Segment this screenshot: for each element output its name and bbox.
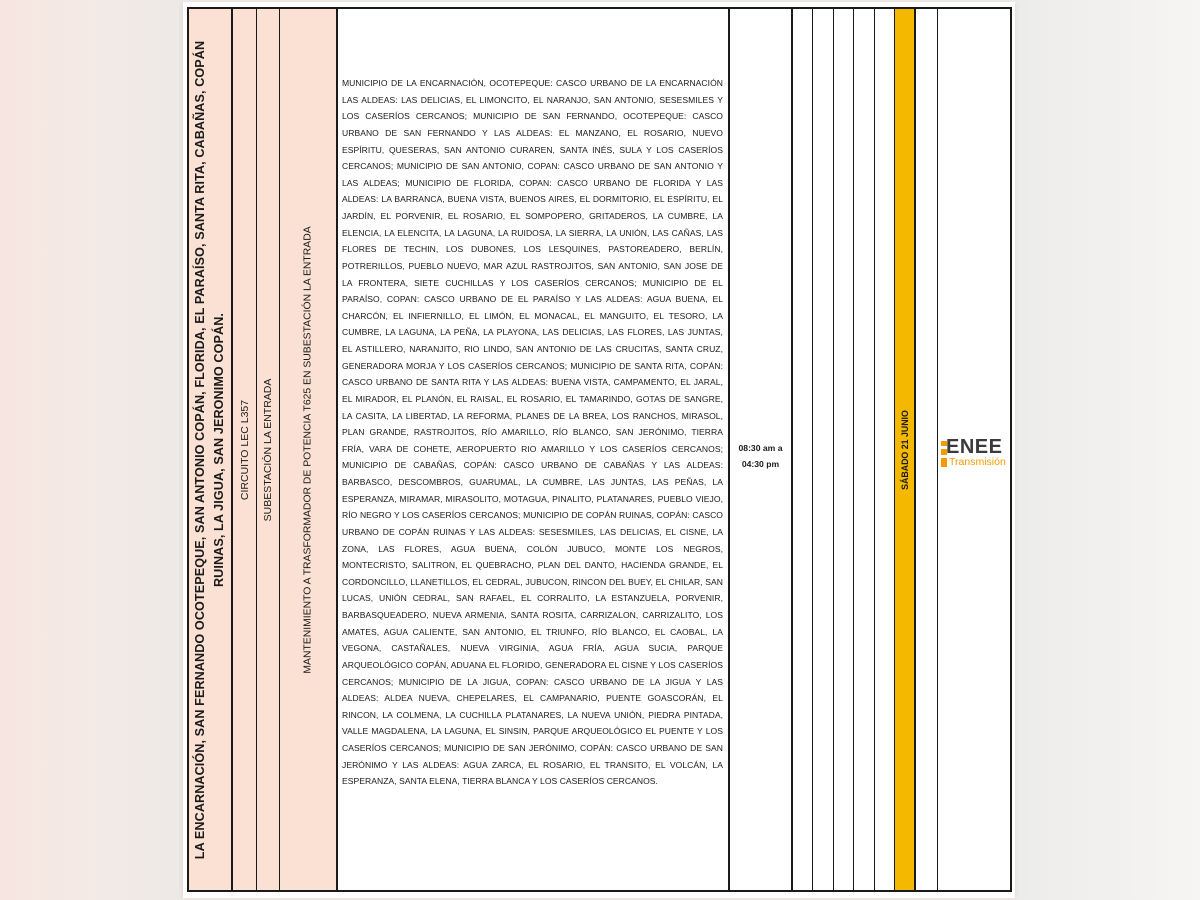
enee-logo: [941, 438, 1010, 474]
time-cell: [730, 9, 793, 890]
empty-cell: [854, 9, 875, 890]
maintenance-description: MANTENIMIENTO A TRASFORMADOR DE POTENCIA T625 EN SUBESTACIÓN LA ENTRADA: [302, 225, 314, 674]
logo-subtitle: Transmisión: [949, 456, 1006, 468]
outage-schedule-table: [187, 7, 1012, 892]
schedule-document: [183, 2, 1015, 898]
empty-cell: [875, 9, 895, 890]
empty-cell: [916, 9, 938, 890]
empty-cell: [813, 9, 834, 890]
time-start: 08:30 am a: [738, 443, 783, 453]
circuit-label: CIRCUITO LEC L357: [238, 399, 251, 500]
place-title: LA ENCARNACIÓN, SAN FERNANDO OCOTEPEQUE, SAN ANTONIO COPÁN, FLORIDA, EL PARAÍSO, SANTA RITA, CABAÑAS, COPÁN RUINAS, LA JIGUA, SAN JERONIMO COPÁN.: [193, 40, 226, 859]
time-slot: [730, 440, 791, 472]
date-label: SÁBADO 21 JUNIO: [899, 409, 910, 490]
logo-brand: ENEE: [946, 436, 1003, 458]
circuit-cell: [233, 9, 257, 890]
substation-label: SUBESTACIÓN LA ENTRADA: [262, 378, 274, 521]
maintenance-cell: [280, 9, 338, 890]
date-cell: [895, 9, 916, 890]
background-right: [1015, 0, 1200, 900]
substation-cell: [257, 9, 280, 890]
time-end: 04:30 pm: [741, 459, 780, 469]
affected-areas-text: MUNICIPIO DE LA ENCARNACIÓN, OCOTEPEQUE: CASCO URBANO DE LA ENCARNACIÓN LAS ALDEAS: LAS DELICIAS, EL LIMONCITO, EL NARANJO, SAN ANTONIO, SESESMILES Y LOS CASERÍOS CERCANOS; MUNICIPIO DE SAN FERNANDO, OCOTEPEQUE: CASCO URBANO DE SAN FERNANDO Y LAS ALDEAS: EL MANZANO, EL ROSARIO, NUEVO ESPÍRITU, QUESERAS, SAN ANTONIO CURAREN, SANTA INÉS, SULA Y LOS CASERÍOS CERCANOS; MUNICIPIO DE SAN ANTONIO, COPAN: CASCO URBANO DE SAN ANTONIO Y LAS ALDEAS; MUNICIPIO DE FLORIDA, COPAN: CASCO URBANO DE FLORIDA Y LAS ALDEAS: LA BARRANCA, BUENA VISTA, BUENOS AIRES, EL DORMITORIO, EL ESPÍRITU, EL JARDÍN, EL PORVENIR, EL ROSARIO, EL SOMPOPERO, GRITADEROS, LA CUMBRE, LA ELENCIA, LA ELENCITA, LA LAGUNA, LA RUIDOSA, LA SIERRA, LA UNIÓN, LAS CAÑAS, LAS FLORES DE TECHIN, LOS DUBONES, LOS LESQUINES, PASTOREADERO, BERLÍN, POTRERILLOS, PUEBLO NUEVO, MAR AZUL RASTROJITOS, SAN ANTONIO, SAN JOSE DE LA FRONTERA, SIETE CUCHILLAS Y LOS CASERÍOS CERCANOS; MUNICIPIO DE EL PARAÍSO, COPAN: CASCO URBANO DE EL PARAÍSO Y LAS ALDEAS: AGUA BUENA, EL CHARCÓN, EL INFIERNILLO, EL LIMÓN, EL MONACAL, EL MANGUITO, EL TESORO, LA CUMBRE, LA LAGUNA, LA PEÑA, LA PLAYONA, LAS DELICIAS, LAS FLORES, LAS JUNTAS, EL ASTILLERO, NARANJITO, RIO LINDO, SAN ANTONIO DE LAS CRUCITAS, SANTA CRUZ, GENERADORA MORJA Y LOS CASERÍOS CERCANOS; MUNICIPIO DE SANTA RITA, COPÁN: CASCO URBANO DE SANTA RITA Y LAS ALDEAS: BUENA VISTA, CAMPAMENTO, EL JARAL, EL MIRADOR, EL PLANÓN, EL RAISAL, EL ROSARIO, EL TAMARINDO, GOTAS DE SANGRE, LA CASITA, LA LIBERTAD, LA REFORMA, PLANES DE LA BREA, LOS RANCHOS, MIRASOL, PLAN GRANDE, RASTROJITOS, RÍO AMARILLO, RÍO BLANCO, SAN JERÓNIMO, TIERRA FRÍA, VARA DE COHETE, AEROPUERTO RIO AMARILLO Y LOS CASERÍOS CERCANOS; MUNICIPIO DE CABAÑAS, COPÁN: CASCO URBANO DE CABAÑAS Y LAS ALDEAS: BARBASCO, DESCOMBROS, GUARUMAL, LA CUMBRE, LAS JUNTAS, LAS PEÑAS, LA ESPERANZA, MIRAMAR, MIRASOLITO, MOTAGUA, PINALITO, PLATANARES, PUEBLO VIEJO, RÍO NEGRO Y LOS CASERÍOS CERCANOS; MUNICIPIO DE COPÁN RUINAS, COPÁN: CASCO URBANO DE COPÁN RUINAS Y LAS ALDEAS: SESESMILES, LAS DELICIAS, EL CISNE, LA ZONA, LAS FLORES, AGUA BUENA, COLÓN JUBUCO, MONTE LOS NEGROS, MONTECRISTO, SALITRON, EL QUEBRACHO, PLAN DEL DANTO, HACIENDA GRANDE, EL CORDONCILLO, LLANETILLOS, EL CEDRAL, JUBUCON, RINCON DEL BUEY, EL CHILAR, SAN LUCAS, UNIÓN CEDRAL, SAN RAFAEL, EL CORRALITO, LA ESTANZUELA, PORVENIR, BARBASQUEADERO, NUEVA ARMENIA, SANTA ROSITA, CARRIZALON, CARRIZALITO, LOS AMATES, AGUA CALIENTE, SAN ANTONIO, EL TRIUNFO, RÍO BLANCO, EL CAOBAL, LA VEGONA, CASTAÑALES, NUEVA VIRGINIA, AGUA FRÍA, AGUA SUCIA, PARQUE ARQUEOLÓGICO COPÁN, ADUANA EL FLORIDO, GENERADORA EL CISNE Y LOS CASERÍOS CERCANOS; MUNICIPIO DE LA JIGUA, COPAN: CASCO URBANO DE LA JIGUA Y LAS ALDEAS: ALDEA NUEVA, CHEPELARES, EL CAMPANARIO, PUENTE GOASCORÁN, EL RINCON, LA COLMENA, LA CUCHILLA PLATANARES, LA NUEVA UNIÓN, PIEDRA PINTADA, VALLE MAGDALENA, LA LAGUNA, EL SINSIN, PARQUE ARQUEOLÓGICO EL PUENTE Y LOS CASERÍOS CERCANOS; MUNICIPIO DE SAN JERÓNIMO, COPÁN: CASCO URBANO DE SAN JERÓNIMO Y LAS ALDEAS: AGUA ZARCA, EL ROSARIO, EL TRANSITO, EL VOLCÁN, LA ESPERANZA, SANTA ELENA, TIERRA BLANCA Y LOS CASERÍOS CERCANOS.: [342, 78, 723, 787]
place-title-cell: [189, 9, 233, 890]
empty-cell: [834, 9, 854, 890]
affected-areas-cell: [338, 9, 730, 890]
background-left: [0, 0, 183, 900]
logo-cell: [938, 9, 1010, 890]
empty-cell: [793, 9, 813, 890]
